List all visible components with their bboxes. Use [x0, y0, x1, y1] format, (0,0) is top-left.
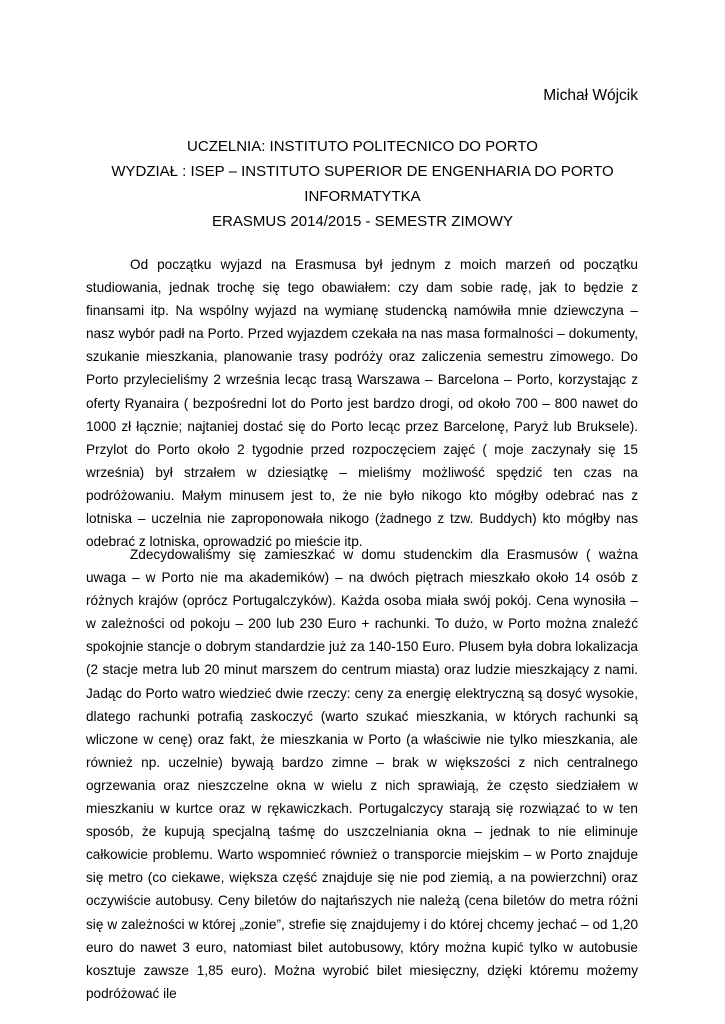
author-name: Michał Wójcik [543, 87, 638, 104]
field-of-study-line: INFORMATYTKA [304, 188, 421, 205]
document-header [100, 134, 625, 234]
faculty-line: WYDZIAŁ : ISEP – INSTITUTO SUPERIOR DE ENGENHARIA DO PORTO [111, 163, 614, 180]
program-semester-line: ERASMUS 2014/2015 - SEMESTR ZIMOWY [212, 213, 513, 230]
university-line: UCZELNIA: INSTITUTO POLITECNICO DO PORTO [187, 138, 538, 155]
body-paragraph: Zdecydowaliśmy się zamieszkać w domu studenckim dla Erasmusów ( ważna uwaga – w Porto nie ma akademików) – na dwóch piętrach mieszkało około 14 osób z różnych krajów (oprócz Portugalczyków). Każda osoba miała swój pokój. Cena wynosiła – w zależności od pokoju – 200 lub 230 Euro + rachunki. To dużo, w Porto można znaleźć spokojnie stancje o dobrym standardzie już za 140-150 Euro. Plusem była dobra lokalizacja (2 stacje metra lub 20 minut marszem do centrum miasta) oraz ludzie mieszkający z nami. Jadąc do Porto watro wiedzieć dwie rzeczy: ceny za energię elektryczną są dosyć wysokie, dlatego rachunki potrafią zaskoczyć (warto szukać mieszkania, w których rachunki są wliczone w cenę) oraz fakt, że mieszkania w Porto (a właściwie nie tylko mieszkania, ale również np. uczelnie) bywają bardzo zimne – brak w większości z nich centralnego ogrzewania oraz nieszczelne okna w wielu z nich sprawiają, że często siedziałem w mieszkaniu w kurtce oraz w rękawiczkach. Portugalczycy starają się rozwiązać to w ten sposób, że kupują specjalną taśmę do uszczelniania okna – jednak to nie eliminuje całkowicie problemu. Warto wspomnieć również o transporcie miejskim – w Porto znajduje się metro (co ciekawe, większa część znajduje się nie pod ziemią, a na powierzchni) oraz oczywiście autobusy. Ceny biletów do najtańszych nie należą (cena biletów do metra różni się w zależności w której „zonie”, strefie się znajdujemy i do której chcemy jechać – od 1,20 euro do nawet 3 euro, natomiast bilet autobusowy, który można kupić tylko w autobusie kosztuje zawsze 1,85 euro). Można wyrobić bilet miesięczny, dzięki któremu możemy podróżować ile [86, 547, 638, 1001]
body-paragraph: Od początku wyjazd na Erasmusa był jednym z moich marzeń od początku studiowania, jednak trochę się tego obawiałem: czy dam sobie radę, jak to będzie z finansami itp. Na wspólny wyjazd na wymianę studencką namówiła mnie dziewczyna – nasz wybór padł na Porto. Przed wyjazdem czekała na nas masa formalności – dokumenty, szukanie mieszkania, planowanie trasy podróży oraz zaliczenia semestru zimowego. Do Porto przylecieliśmy 2 września lecąc trasą Warszawa – Barcelona – Porto, korzystając z oferty Ryanaira ( bezpośredni lot do Porto jest bardzo drogi, od około 700 – 800 nawet do 1000 zł łącznie; najtaniej dostać się do Porto lecąc przez Barcelonę, Paryż lub Bruksele). Przylot do Porto około 2 tygodnie przed rozpoczęciem zajęć ( moje zaczynały się 15 września) był strzałem w dziesiątkę – mieliśmy możliwość spędzić ten czas na podróżowaniu. Małym minusem jest to, że nie było nikogo kto mógłby odebrać nas z lotniska – uczelnia nie zaproponowała nikogo (żadnego z tzw. Buddych) kto mógłby nas odebrać z lotniska, oprowadzić po mieście itp. [86, 257, 638, 550]
